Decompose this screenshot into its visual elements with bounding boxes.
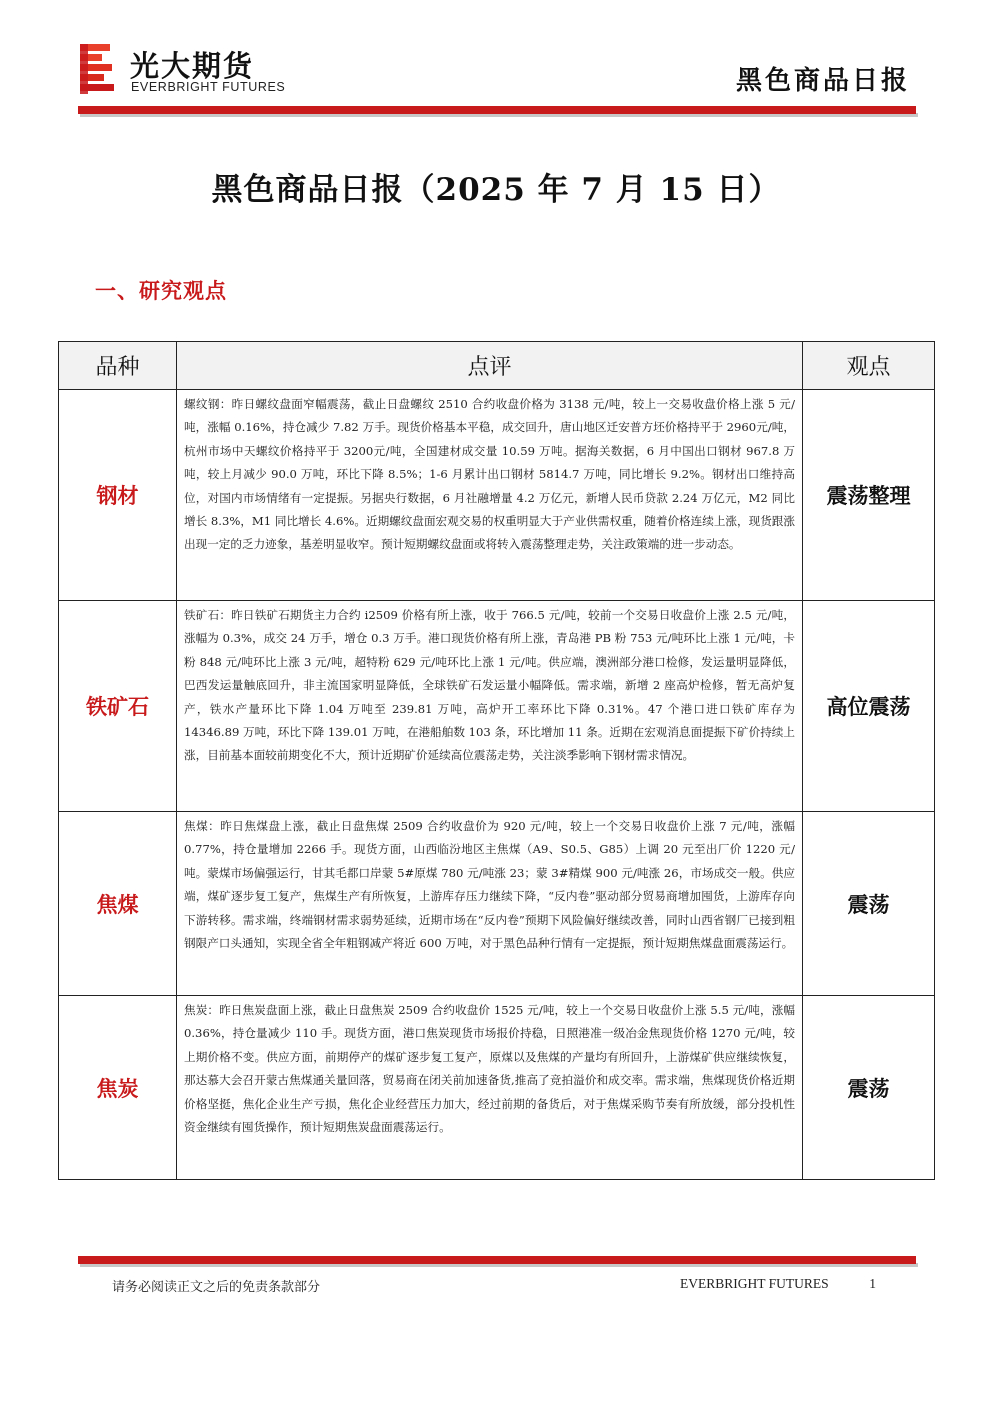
document-type: 黑色商品日报: [735, 66, 910, 96]
view-cell: 高位震荡: [803, 601, 935, 812]
views-table: [58, 341, 935, 1180]
header-rule: [78, 106, 916, 114]
research-table: [58, 341, 934, 1180]
variety-cell: 铁矿石: [59, 601, 177, 812]
comment-cell: 螺纹钢：昨日螺纹盘面窄幅震荡，截止日盘螺纹 2510 合约收盘价格为 3138 元/吨，较上一交易收盘价格上涨 5 元/吨，涨幅 0.16%，持仓减少 7.82 万手。现货价格基本平稳，成交回升，唐山地区迁安普方坯价格持平于 2960元/吨，杭州市场中天螺纹价格持平于 3200元/吨，全国建材成交量 10.59 万吨。据海关数据，6 月中国出口钢材 967.8 万吨，较上月减少 90.0 万吨，环比下降 8.5%；1-6 月累计出口钢材 5814.7 万吨，同比增长 9.2%。钢材出口维持高位，对国内市场情绪有一定提振。另据央行数据，6 月社融增量 4.2 万亿元，新增人民币贷款 2.24 万亿元，M2 同比增长 8.3%，M1 同比增长 4.6%。近期螺纹盘面宏观交易的权重明显大于产业供需权重，随着价格连续上涨，现货跟涨出现一定的乏力迹象，基差明显收窄。预计短期螺纹盘面或将转入震荡整理走势，关注政策端的进一步动态。: [177, 390, 803, 601]
view-cell: 震荡: [803, 812, 935, 996]
everbright-logo-icon: [76, 42, 116, 98]
table-header-row: [59, 342, 935, 390]
footer-rule: [78, 1256, 916, 1264]
variety-cell: 钢材: [59, 390, 177, 601]
comment-cell: 铁矿石：昨日铁矿石期货主力合约 i2509 价格有所上涨，收于 766.5 元/吨，较前一个交易日收盘价上涨 2.5 元/吨，涨幅为 0.3%，成交 24 万手，增仓 0.3 万手。港口现货价格有所上涨，青岛港 PB 粉 753 元/吨环比上涨 1 元/吨，卡粉 848 元/吨环比上涨 3 元/吨，超特粉 629 元/吨环比上涨 1 元/吨。供应端，澳洲部分港口检修，发运量明显降低，巴西发运量触底回升，非主流国家明显降低，全球铁矿石发运量小幅降低。需求端，新增 2 座高炉检修，暂无高炉复产，铁水产量环比下降 1.04 万吨至 239.81 万吨，高炉开工率环比下降 0.31%。47 个港口进口铁矿库存为 14346.89 万吨，环比下降 139.01 万吨，在港船舶数 103 条，环比增加 11 条。近期在宏观消息面提振下矿价持续上涨，目前基本面较前期变化不大，预计近期矿价延续高位震荡走势，关注淡季影响下钢材需求情况。: [177, 601, 803, 812]
section-heading: 一、研究观点: [95, 278, 227, 303]
logo-company-name-en: EVERBRIGHT FUTURES: [131, 80, 286, 94]
variety-cell: 焦炭: [59, 996, 177, 1180]
table-row: [59, 390, 935, 601]
column-header-view: 观点: [803, 342, 935, 390]
table-row: [59, 601, 935, 812]
column-header-variety: 品种: [59, 342, 177, 390]
comment-cell: 焦煤：昨日焦煤盘上涨，截止日盘焦煤 2509 合约收盘价为 920 元/吨，较上一个交易日收盘价上涨 7 元/吨，涨幅 0.77%，持仓量增加 2266 手。现货方面，山西临汾地区主焦煤（A9、S0.5、G85）上调 20 元至出厂价 1220 元/吨。蒙煤市场偏强运行，甘其毛都口岸蒙 5#原煤 780 元/吨涨 23；蒙 3#精煤 900 元/吨涨 26，市场成交一般。供应端，煤矿逐步复工复产，焦煤生产有所恢复，上游库存压力继续下降，“反内卷”驱动部分贸易商增加囤货，上游库存向下游转移。需求端，终端钢材需求弱势延续，近期市场在“反内卷”预期下风险偏好继续改善，同时山西省钢厂已接到粗钢限产口头通知，实现全省全年粗钢减产将近 600 万吨，对于黑色品种行情有一定提振，预计短期焦煤盘面震荡运行。: [177, 812, 803, 996]
comment-cell: 焦炭：昨日焦炭盘面上涨，截止日盘焦炭 2509 合约收盘价 1525 元/吨，较上一个交易日收盘价上涨 5.5 元/吨，涨幅 0.36%，持仓量减少 110 手。现货方面，港口焦炭现货市场报价持稳，日照港准一级冶金焦现货价格 1270 元/吨，较上期价格不变。供应方面，前期停产的煤矿逐步复工复产，原煤以及焦煤的产量均有所回升，上游煤矿供应继续恢复，那达慕大会召开蒙古焦煤通关量回落，贸易商在闭关前加速备货,推高了竞拍溢价和成交率。需求端，焦煤现货价格近期价格坚挺，焦化企业生产亏损，焦化企业经营压力加大，经过前期的备货后，对于焦煤采购节奏有所放缓，部分投机性资金继续有囤货操作，预计短期焦炭盘面震荡运行。: [177, 996, 803, 1180]
table-row: [59, 996, 935, 1180]
column-header-comment: 点评: [177, 342, 803, 390]
footer-disclaimer: 请务必阅读正文之后的免责条款部分: [112, 1280, 321, 1295]
page-number: 1: [869, 1276, 876, 1291]
page-header: [0, 0, 992, 130]
logo-company-name: 光大期货: [130, 49, 255, 83]
report-title: 黑色商品日报（2025 年 7 月 15 日）: [211, 172, 781, 208]
view-cell: 震荡整理: [803, 390, 935, 601]
footer-company: EVERBRIGHT FUTURES: [680, 1276, 829, 1291]
variety-cell: 焦煤: [59, 812, 177, 996]
view-cell: 震荡: [803, 996, 935, 1180]
table-row: [59, 812, 935, 996]
